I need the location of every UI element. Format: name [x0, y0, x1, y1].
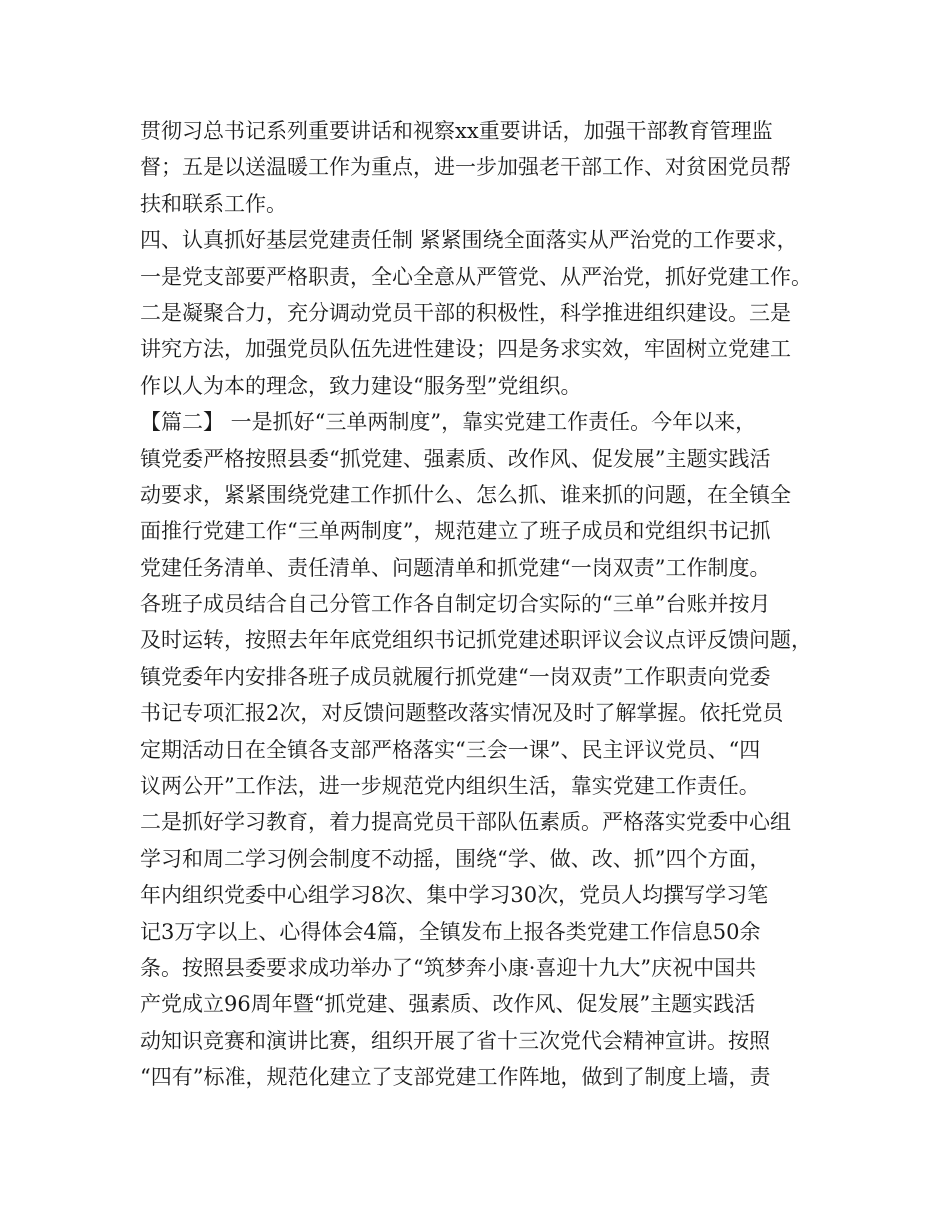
text-line: 记3万字以上、心得体会4篇，全镇发布上报各类党建工作信息50余 [140, 919, 761, 944]
text-line: 作以人为本的理念，致力建设“服务型”党组织。 [140, 373, 582, 398]
text-line: 二是抓好学习教育，着力提高党员干部队伍素质。严格落实党委中心组 [140, 810, 791, 835]
text-line: 年内组织党委中心组学习8次、集中学习30次，党员人均撰写学习笔 [140, 883, 769, 908]
text-line: 扶和联系工作。 [140, 191, 287, 216]
text-line: 及时运转，按照去年年底党组织书记抓党建述职评议会议点评反馈问题， [140, 628, 812, 653]
text-line: 督；五是以送温暖工作为重点，进一步加强老干部工作、对贫困党员帮 [140, 155, 791, 180]
text-line: 党建任务清单、责任清单、问题清单和抓党建“一岗双责”工作制度。 [140, 555, 771, 580]
text-line: 动知识竞赛和演讲比赛，组织开展了省十三次党代会精神宣讲。按照 [140, 1028, 770, 1053]
text-line: 各班子成员结合自己分管工作各自制定切合实际的“三单”台账并按月 [140, 592, 771, 617]
text-line: 贯彻习总书记系列重要讲话和视察xx重要讲话，加强干部教育管理监 [140, 119, 773, 143]
text-line: 镇党委年内安排各班子成员就履行抓党建“一岗双责”工作职责向党委 [140, 664, 771, 689]
text-line: 议两公开”工作法，进一步规范党内组织生活，靠实党建工作责任。 [140, 774, 760, 799]
text-line: 四、认真抓好基层党建责任制 紧紧围绕全面落实从严治党的工作要求， [140, 228, 798, 253]
text-line: 面推行党建工作“三单两制度”，规范建立了班子成员和党组织书记抓 [140, 519, 771, 544]
text-line: 学习和周二学习例会制度不动摇，围绕“学、做、改、抓”四个方面， [140, 846, 771, 871]
text-line: 书记专项汇报2次，对反馈问题整改落实情况及时了解掌握。依托党员 [140, 701, 784, 726]
document-body [140, 113, 830, 1096]
text-line: 定期活动日在全镇各支部严格落实“三会一课”、民主评议党员、“四 [140, 737, 761, 762]
text-line: 产党成立96周年暨“抓党建、强素质、改作风、促发展”主题实践活 [140, 992, 756, 1017]
text-line: “四有”标准，规范化建立了支部党建工作阵地，做到了制度上墙，责 [140, 1065, 771, 1090]
text-line: 【篇二】 一是抓好“三单两制度”，靠实党建工作责任。今年以来， [140, 410, 757, 435]
text-line: 镇党委严格按照县委“抓党建、强素质、改作风、促发展”主题实践活 [140, 446, 771, 471]
text-line: 动要求，紧紧围绕党建工作抓什么、怎么抓、谁来抓的问题，在全镇全 [140, 482, 791, 507]
text-line: 二是凝聚合力，充分调动党员干部的积极性，科学推进组织建设。三是 [140, 300, 791, 325]
text-line: 条。按照县委要求成功举办了“筑梦奔小康·喜迎十九大”庆祝中国共 [140, 955, 757, 980]
text-line: 一是党支部要严格职责，全心全意从严管党、从严治党，抓好党建工作。 [140, 264, 812, 289]
text-line: 讲究方法，加强党员队伍先进性建设；四是务求实效，牢固树立党建工 [140, 337, 791, 362]
